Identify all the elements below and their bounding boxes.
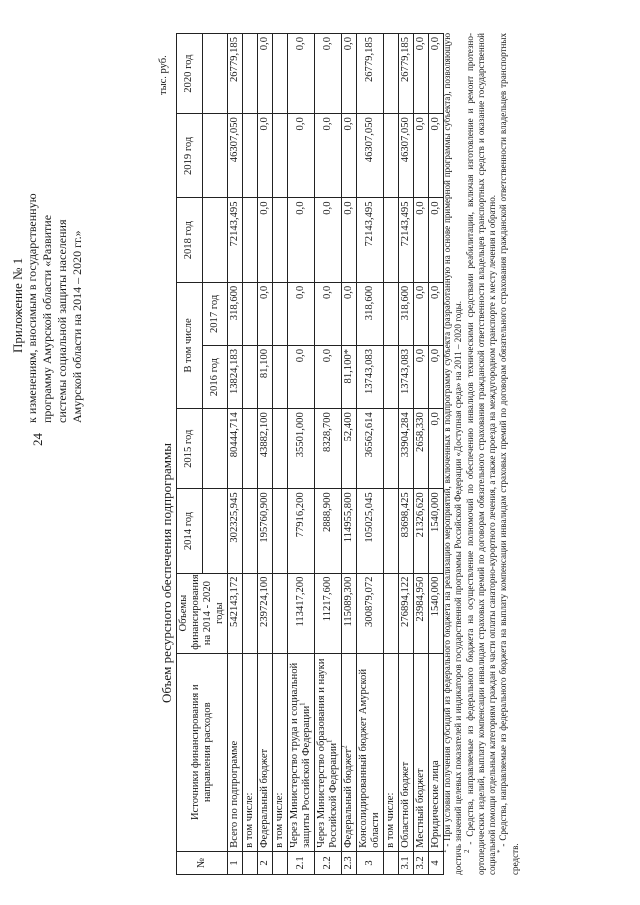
header-year: 2019 год <box>177 114 203 198</box>
table-row <box>342 34 357 875</box>
year-value: 0,0 <box>429 409 444 489</box>
year-value: 318,600 <box>357 282 384 345</box>
row-name: Областной бюджет <box>400 761 411 848</box>
row-number: 4 <box>429 851 444 874</box>
empty-cell <box>273 346 288 409</box>
empty-cell <box>273 34 288 114</box>
footnote <box>462 33 499 875</box>
year-value: 52,400 <box>342 409 357 489</box>
row-name: Федеральный бюджет <box>259 748 270 848</box>
footnote <box>498 33 521 875</box>
empty-cell <box>243 346 258 409</box>
empty-cell <box>273 114 288 198</box>
section-label: в том числе: <box>243 653 258 851</box>
header-source: Источники финансирования и направления расходов <box>177 653 228 851</box>
footnote-marker: 2 <box>340 745 349 749</box>
header-year-cont <box>202 114 228 198</box>
row-name: Через Министерство образования и науки Российской Федерации <box>316 658 339 848</box>
year-value: 2888,900 <box>315 489 342 573</box>
year-value: 0,0 <box>288 346 315 409</box>
year-value: 2658,330 <box>414 409 429 489</box>
empty-cell <box>273 489 288 573</box>
table-row <box>315 34 342 875</box>
year-value: 0,0 <box>258 34 273 114</box>
footnote-text: - Средства, направляемые из федерального бюджета на выплату компенсации инвалидам страховых премий по договорам обязательного страхования гражданской ответственности владельцев транспортных средств. <box>498 33 520 875</box>
empty-cell <box>273 851 288 874</box>
row-name: Федеральный бюджет <box>343 748 354 848</box>
year-value: 0,0 <box>315 114 342 198</box>
section-row <box>243 34 258 875</box>
row-number: 3.2 <box>414 851 429 874</box>
row-name: Юридические лица <box>430 760 441 848</box>
budget-table <box>176 33 444 875</box>
header-volume: Объемы финансирования на 2014 - 2020 годы <box>177 573 228 653</box>
year-value: 0,0 <box>288 198 315 282</box>
year-value: 46307,050 <box>399 114 414 198</box>
appendix-line: программу Амурской области «Развитие <box>40 214 54 423</box>
footnote-text: - Средства, направляемые из федерального бюджета на осуществление полномочий по обеспечению инвалидов техническими средствами реабилитации, включая изготовление и ремонт протезно-ортопедических изделий, выплату компенсации инвалидам страховых премий по договорам обязательного страхования гражданской ответственности владельцев транспортных средств и оказание государственной социальной помощи отдельным категориям граждан в части оплаты санаторно-курортного лечения, а также проезда на междугородном транспорте к месту лечения и обратно. <box>464 33 498 875</box>
row-name-cell <box>258 653 273 851</box>
empty-cell <box>384 34 399 114</box>
year-value: 72143,495 <box>399 198 414 282</box>
header-year: 2016 год <box>202 346 228 409</box>
year-value: 35501,000 <box>288 409 315 489</box>
footnote <box>439 33 465 875</box>
year-value: 46307,050 <box>228 114 243 198</box>
year-value: 0,0 <box>414 198 429 282</box>
footnote-mark: * <box>496 849 505 853</box>
header-year-cont <box>202 34 228 114</box>
empty-cell <box>243 198 258 282</box>
footnote-mark: 1 <box>439 849 448 853</box>
empty-cell <box>273 409 288 489</box>
year-value: 302325,945 <box>228 489 243 573</box>
header-number: № <box>177 851 228 874</box>
year-value: 0,0 <box>429 346 444 409</box>
year-value: 0,0 <box>342 114 357 198</box>
row-number: 2 <box>258 851 273 874</box>
year-value: 0,0 <box>315 282 342 345</box>
empty-cell <box>384 114 399 198</box>
year-value: 43882,100 <box>258 409 273 489</box>
empty-cell <box>243 573 258 653</box>
year-value: 0,0 <box>258 198 273 282</box>
appendix-line: системы социальной защиты населения <box>55 219 69 423</box>
year-value: 13824,183 <box>228 346 243 409</box>
empty-cell <box>243 851 258 874</box>
section-label: в том числе: <box>273 653 288 851</box>
year-value: 0,0 <box>342 282 357 345</box>
empty-cell <box>384 346 399 409</box>
empty-cell <box>384 282 399 345</box>
appendix-line: Амурской области на 2014 – 2020 гг.» <box>70 230 84 423</box>
header-year: 2018 год <box>177 198 203 282</box>
header-row <box>177 34 203 875</box>
header-year: 2017 год <box>202 282 228 345</box>
row-name: Местный бюджет <box>415 768 426 848</box>
year-value: 0,0 <box>414 114 429 198</box>
empty-cell <box>384 489 399 573</box>
year-value: 21326,620 <box>414 489 429 573</box>
total-value: 11217,600 <box>315 573 342 653</box>
year-value: 46307,050 <box>357 114 384 198</box>
year-value: 0,0 <box>429 34 444 114</box>
row-name-cell <box>228 653 243 851</box>
table-row <box>399 34 414 875</box>
row-name-cell <box>357 653 384 851</box>
row-name-cell <box>315 653 342 851</box>
page-number: 24 <box>30 433 45 446</box>
year-value: 8328,700 <box>315 409 342 489</box>
year-value: 72143,495 <box>228 198 243 282</box>
total-value: 113417,200 <box>288 573 315 653</box>
year-value: 0,0 <box>288 282 315 345</box>
header-year: 2020 год <box>177 34 203 114</box>
units-label: тыс. руб. <box>158 55 169 95</box>
empty-cell <box>273 198 288 282</box>
row-name: Консолидированный бюджет Амурской области <box>358 668 381 848</box>
row-name: Через Министерство труда и социальной защиты Российской Федерации <box>289 662 312 848</box>
row-number: 2.1 <box>288 851 315 874</box>
row-number: 2.3 <box>342 851 357 874</box>
empty-cell <box>384 851 399 874</box>
row-name: Всего по подпрограмме <box>229 740 240 848</box>
total-value: 300879,072 <box>357 573 384 653</box>
empty-cell <box>243 489 258 573</box>
empty-cell <box>243 34 258 114</box>
table-row <box>288 34 315 875</box>
header-year: 2015 год <box>177 409 203 489</box>
year-value: 0,0 <box>288 34 315 114</box>
year-value: 33904,284 <box>399 409 414 489</box>
year-value: 105025,045 <box>357 489 384 573</box>
total-value: 115089,300 <box>342 573 357 653</box>
header-year-cont <box>202 489 228 573</box>
year-value: 13743,083 <box>357 346 384 409</box>
year-value: 0,0 <box>315 346 342 409</box>
row-number: 3.1 <box>399 851 414 874</box>
table-row <box>357 34 384 875</box>
empty-cell <box>384 409 399 489</box>
year-value: 83698,425 <box>399 489 414 573</box>
year-value: 0,0 <box>414 34 429 114</box>
year-value: 0,0 <box>429 198 444 282</box>
header-including: В том числе <box>177 282 203 408</box>
total-value: 239724,100 <box>258 573 273 653</box>
footnote-marker: 1 <box>298 702 307 706</box>
row-name-cell <box>342 653 357 851</box>
row-name-cell <box>414 653 429 851</box>
year-value: 318,600 <box>228 282 243 345</box>
total-value: 1540,000 <box>429 573 444 653</box>
year-value: 0,0 <box>258 114 273 198</box>
year-value: 0,0 <box>342 198 357 282</box>
rotated-document <box>6 25 621 893</box>
row-name-cell <box>288 653 315 851</box>
year-value: 26779,185 <box>399 34 414 114</box>
table-row <box>414 34 429 875</box>
empty-cell <box>243 282 258 345</box>
year-value: 13743,083 <box>399 346 414 409</box>
year-value: 0,0 <box>414 282 429 345</box>
section-row <box>273 34 288 875</box>
section-row <box>384 34 399 875</box>
year-value: 26779,185 <box>228 34 243 114</box>
year-value: 0,0 <box>258 282 273 345</box>
total-value: 542143,172 <box>228 573 243 653</box>
empty-cell <box>384 198 399 282</box>
header-year: 2014 год <box>177 489 203 573</box>
year-value: 36562,614 <box>357 409 384 489</box>
header-year-cont <box>202 409 228 489</box>
row-name-cell <box>399 653 414 851</box>
header-year-cont <box>202 198 228 282</box>
empty-cell <box>384 573 399 653</box>
empty-cell <box>273 573 288 653</box>
section-label: в том числе: <box>384 653 399 851</box>
footnotes <box>439 33 521 875</box>
empty-cell <box>243 114 258 198</box>
empty-cell <box>243 409 258 489</box>
appendix-line: к изменениям, вносимым в государственную <box>25 193 39 423</box>
row-number: 3 <box>357 851 384 874</box>
footnote-mark: 2 <box>462 849 471 853</box>
year-value: 26779,185 <box>357 34 384 114</box>
year-value: 114955,800 <box>342 489 357 573</box>
year-value: 0,0 <box>342 34 357 114</box>
year-value: 80444,714 <box>228 409 243 489</box>
year-value: 0,0 <box>414 346 429 409</box>
row-number: 2.2 <box>315 851 342 874</box>
year-value: 81,100 <box>258 346 273 409</box>
year-value: 1540,000 <box>429 489 444 573</box>
table-row <box>258 34 273 875</box>
year-value: 0,0 <box>315 34 342 114</box>
year-value: 0,0 <box>429 114 444 198</box>
year-value: 0,0 <box>315 198 342 282</box>
footnote-text: - При условии получения субсидий из федерального бюджета на реализацию мероприятий, включенных в подпрограмму субъекта (разработанную на основе примерной программы субъекта), позволяющую достичь значений целевых показателей и индикаторов государственной программы Российской Федерации «Доступная среда» на 2011 – 2020 годы. <box>442 33 464 875</box>
year-value: 0,0 <box>288 114 315 198</box>
appendix-title: Приложение № 1 <box>10 257 25 353</box>
empty-cell <box>273 282 288 345</box>
table-row <box>228 34 243 875</box>
year-value: 318,600 <box>399 282 414 345</box>
footnote-marker: 1 <box>325 739 334 743</box>
appendix-block <box>10 33 85 423</box>
year-value: 81,100* <box>342 346 357 409</box>
table-title: Объем ресурсного обеспечения подпрограммы <box>159 443 174 703</box>
year-value: 72143,495 <box>357 198 384 282</box>
total-value: 23984,950 <box>414 573 429 653</box>
year-value: 0,0 <box>429 282 444 345</box>
year-value: 195760,900 <box>258 489 273 573</box>
row-number: 1 <box>228 851 243 874</box>
year-value: 77916,200 <box>288 489 315 573</box>
total-value: 276894,122 <box>399 573 414 653</box>
